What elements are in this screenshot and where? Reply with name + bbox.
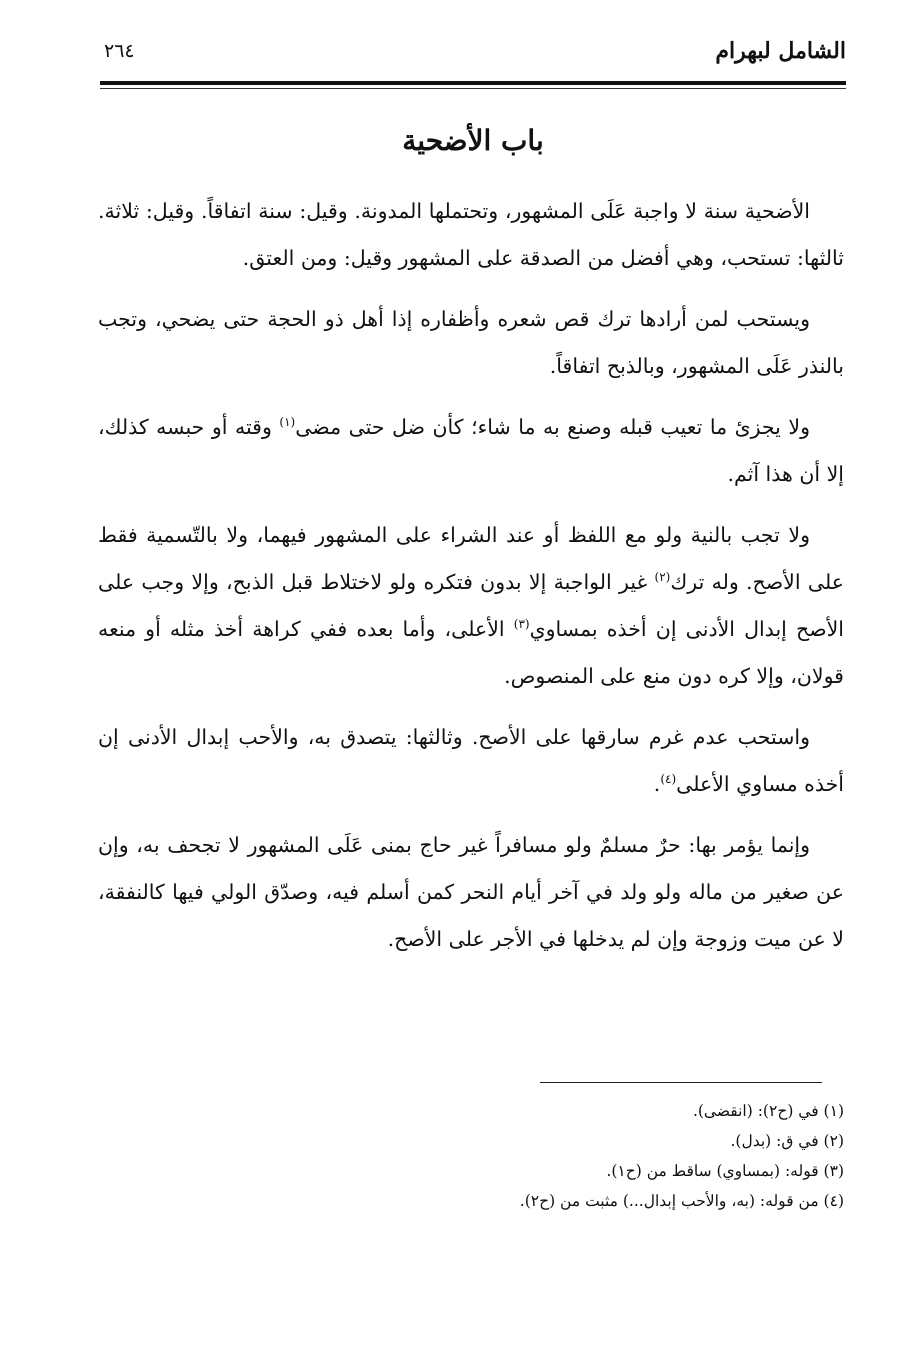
paragraph-2: [98, 296, 844, 390]
paragraph-text: .: [653, 772, 661, 796]
chapter-title: باب الأضحية: [402, 124, 544, 157]
paragraph-4: [98, 512, 844, 700]
header-rule-thick: [100, 81, 846, 85]
footnote-ref-2: (٢): [654, 570, 671, 585]
footnote-1: (١) في (ح٢): (انقضى).: [692, 1102, 844, 1120]
footnote-3: (٣) قوله: (بمساوي) ساقط من (ح١).: [606, 1162, 844, 1180]
paragraph-text: وقته أو حبسه كذلك، إلا أن هذا آثم.: [98, 415, 844, 486]
paragraph-text: وإنما يؤمر بها: حرٌ مسلمٌ ولو مسافراً غير حاج بمنى عَلَى المشهور لا تجحف به، وإن عن صغير من ماله ولو ولد في آخر أيام النحر كمن أسلم فيه، وصدّق الولي فيها كالنفقة، لا عن ميت وزوجة وإن لم يدخلها في الأجر على الأصح.: [98, 833, 844, 951]
paragraph-text: غير الواجبة إلا بدون فتكره ولو لاختلاط قبل الذبح، وإلا وجب على الأصح إبدال الأدنى إن أخذه بمساوي: [98, 570, 844, 641]
paragraph-1: [98, 188, 844, 282]
paragraph-text: واستحب عدم غرم سارقها على الأصح. وثالثها: يتصدق به، والأحب إبدال الأدنى إن أخذه مساوي الأعلى: [98, 725, 844, 796]
paragraph-5: [98, 714, 844, 808]
footnote-4: (٤) من قوله: (به، والأحب إبدال...) مثبت من (ح٢).: [519, 1192, 844, 1210]
paragraph-text: ولا تجب بالنية ولو مع اللفظ أو عند الشراء على المشهور فيهما، ولا بالتّسمية فقط على الأصح. وله ترك: [98, 523, 844, 594]
footnote-ref-4: (٤): [660, 772, 677, 787]
footnote-ref-1: (١): [279, 415, 296, 430]
book-title: الشامل لبهرام: [715, 38, 846, 64]
footnote-ref-3: (٣): [513, 617, 530, 632]
running-header: [100, 36, 846, 76]
paragraph-3: [98, 404, 844, 498]
paragraph-text: الأضحية سنة لا واجبة عَلَى المشهور، وتحتملها المدونة. وقيل: سنة اتفاقاً. وقيل: ثلاثة. ثالثها: تستحب، وهي أفضل من الصدقة على المشهور وقيل: ومن العتق.: [98, 199, 844, 270]
paragraph-text: ولا يجزئ ما تعيب قبله وصنع به ما شاء؛ كأن ضل حتى مضى: [295, 415, 810, 439]
paragraph-6: [98, 822, 844, 963]
footnote-separator: [540, 1082, 822, 1083]
page-number: ٢٦٤: [104, 40, 135, 62]
footnote-2: (٢) في ق: (بدل).: [730, 1132, 844, 1150]
footnotes: [98, 1096, 844, 1216]
header-rule-thin: [100, 88, 846, 89]
paragraph-text: ويستحب لمن أرادها ترك قص شعره وأظفاره إذا أهل ذو الحجة حتى يضحي، وتجب بالنذر عَلَى المشهور، وبالذبح اتفاقاً.: [98, 307, 844, 378]
main-text: [98, 188, 844, 977]
paragraph-text: الأعلى، وأما بعده ففي كراهة أخذ مثله أو منعه قولان، وإلا كره دون منع على المنصوص.: [98, 617, 844, 688]
